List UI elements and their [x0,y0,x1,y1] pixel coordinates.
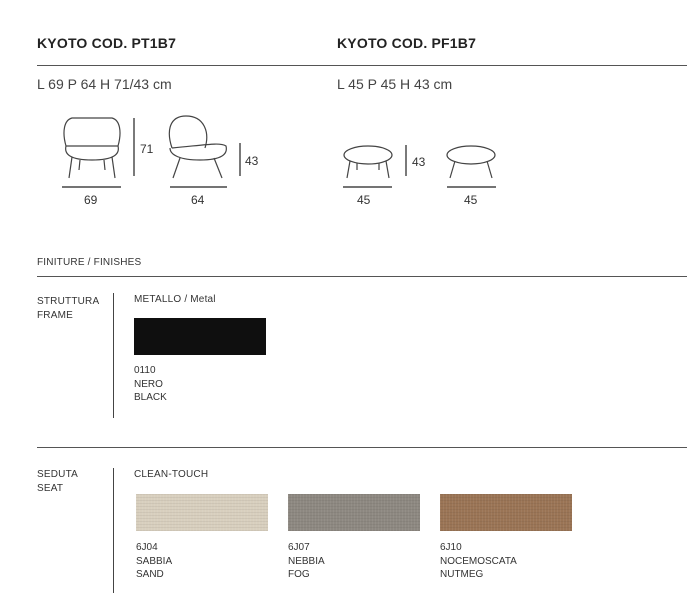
divider [37,276,687,277]
color-swatch-sand[interactable] [136,494,268,531]
swatch-caption: 6J04 SABBIA SAND [136,542,173,580]
dimension-label: 43 [245,154,259,168]
divider [37,447,687,448]
color-swatch-nutmeg[interactable] [440,494,572,531]
color-swatch-fog[interactable] [288,494,420,531]
product-title: KYOTO COD. PT1B7 [37,35,177,51]
armchair-front-view [64,118,120,178]
swatch-caption: 6J07 NEBBIA FOG [288,542,325,580]
product-dimensions: L 45 P 45 H 43 cm [337,76,453,92]
product-dimensions: L 69 P 64 H 71/43 cm [37,76,172,92]
frame-label: STRUTTURA FRAME [37,296,100,321]
dimension-label: 43 [412,155,426,169]
footstool-side-view [447,146,495,178]
swatch-caption: 0110 NERO BLACK [134,365,167,403]
swatch-caption: 6J10 NOCEMOSCATA NUTMEG [440,542,517,580]
color-swatch[interactable] [134,318,266,355]
dimension-label: 71 [140,142,154,156]
frame-material: METALLO / Metal [134,294,216,305]
dimension-label: 64 [191,193,205,207]
finishes-header: FINITURE / FINISHES [37,257,142,268]
dimension-label: 69 [84,193,98,207]
footstool-front-view [344,146,392,178]
section-separator [113,468,114,593]
product-title: KYOTO COD. PF1B7 [337,35,477,51]
dimension-label: 45 [357,193,371,207]
seat-material: CLEAN-TOUCH [134,469,209,480]
section-separator [113,293,114,418]
armchair-side-view [169,116,226,178]
seat-label: SEDUTA SEAT [37,469,79,494]
dimension-label: 45 [464,193,478,207]
